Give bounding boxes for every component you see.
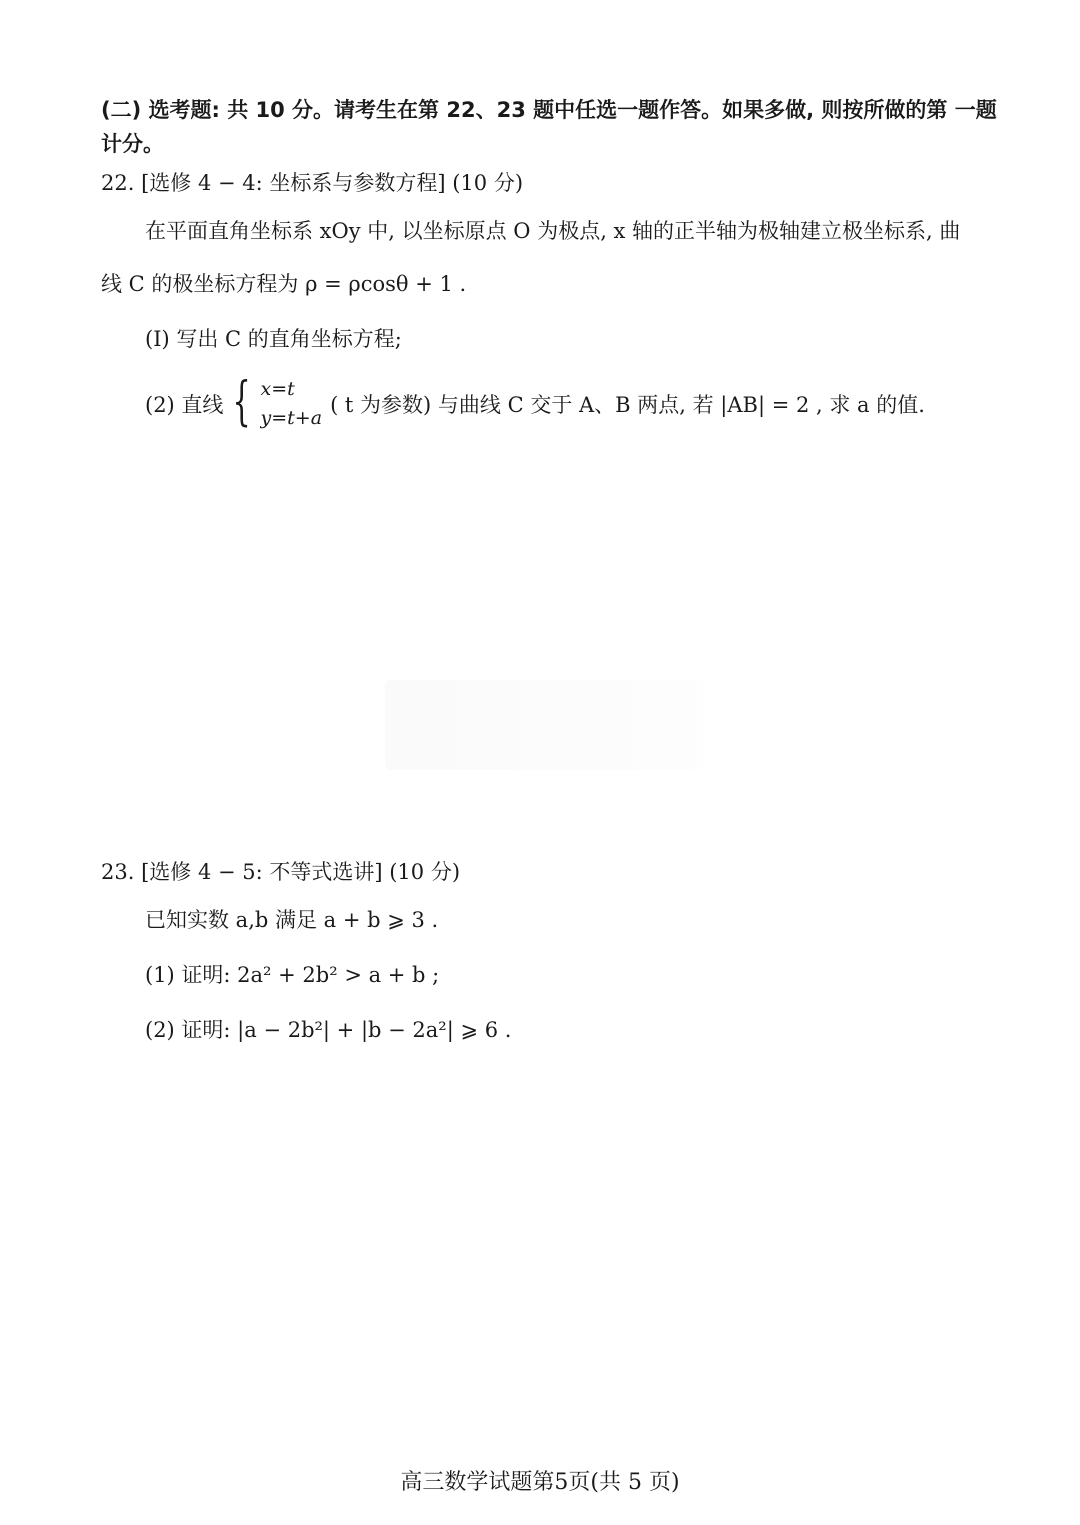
faint-watermark [385,680,705,770]
q22-part2 [145,374,925,434]
parametric-eq-y: y=t+a [260,407,323,429]
q22-stem-line1: 在平面直角坐标系 xOy 中, 以坐标原点 O 为极点, x 轴的正半轴为极轴建立极坐标系, 曲 [145,219,961,243]
q23-title: 23. [选修 4 − 5: 不等式选讲] (10 分) [101,860,461,884]
page-footer: 高三数学试题第5页(共 5 页) [400,1470,680,1495]
parametric-system [261,375,323,434]
parametric-eq-x: x=t [260,377,295,400]
q22-part2-suffix: ( t 为参数) 与曲线 C 交于 A、B 两点, 若 |AB| = 2 , 求 a 的值. [330,393,925,417]
q22-title: 22. [选修 4 − 4: 坐标系与参数方程] (10 分) [101,171,524,195]
q22-stem-line2: 线 C 的极坐标方程为 ρ = ρcosθ + 1 . [101,272,467,296]
q22-part2-prefix: (2) 直线 [145,393,224,417]
section-heading-line2: 计分。 [101,132,164,156]
q22-part1: (I) 写出 C 的直角坐标方程; [145,327,402,351]
q23-stem: 已知实数 a,b 满足 a + b ⩾ 3 . [145,908,439,932]
q23-part2: (2) 证明: |a − 2b²| + |b − 2a²| ⩾ 6 . [145,1018,512,1042]
section-heading-line1: (二) 选考题: 共 10 分。请考生在第 22、23 题中任选一题作答。如果多做, 则按所做的第 一题 [101,98,997,122]
left-brace-icon: { [232,372,252,432]
q23-part1: (1) 证明: 2a² + 2b² > a + b ; [145,963,440,987]
